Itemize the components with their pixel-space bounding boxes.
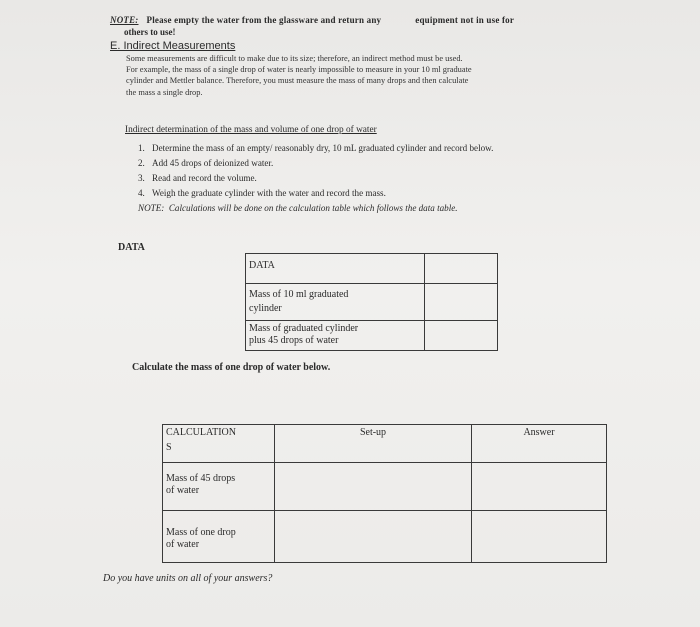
calculation-table — [162, 424, 607, 563]
calc-setup-cell[interactable] — [275, 463, 472, 511]
section-title: E. Indirect Measurements — [110, 40, 236, 52]
data-value-cell[interactable] — [425, 254, 498, 284]
data-row-label: Mass of graduated cylinder plus 45 drops of water — [246, 321, 425, 351]
note-text-a: Please empty the water from the glassware and return any — [146, 15, 382, 25]
calc-header-label: CALCULATION S — [163, 425, 275, 463]
top-note — [110, 15, 514, 25]
procedure-step: 4. Weigh the graduate cylinder with the water and record the mass. — [138, 188, 386, 198]
calc-row-label: Mass of one drop of water — [163, 511, 275, 563]
procedure-title: Indirect determination of the mass and volume of one drop of water — [125, 125, 377, 135]
procedure-step: 3. Read and record the volume. — [138, 173, 257, 183]
paragraph-line: Some measurements are difficult to make due to its size; therefore, an indirect method must be used. — [126, 54, 463, 63]
procedure-step: 1. Determine the mass of an empty/ reasonably dry, 10 mL graduated cylinder and record below. — [138, 143, 494, 153]
data-table — [245, 253, 498, 351]
paragraph-line: cylinder and Mettler balance. Therefore, you must measure the mass of many drops and then calculate — [126, 76, 469, 86]
table-row — [163, 463, 607, 511]
calc-answer-cell[interactable] — [472, 463, 607, 511]
data-header: DATA — [246, 254, 425, 284]
table-row — [246, 284, 498, 321]
procedure-note: NOTE: Calculations will be done on the calculation table which follows the data table. — [138, 203, 458, 213]
calc-header-answer: Answer — [472, 425, 607, 463]
paragraph-line: For example, the mass of a single drop of water is nearly impossible to measure in your 10 ml graduate — [126, 65, 472, 75]
note-text-line2: others to use! — [124, 27, 176, 37]
calc-header-setup: Set-up — [275, 425, 472, 463]
calc-setup-cell[interactable] — [275, 511, 472, 563]
paragraph-line: the mass a single drop. — [126, 87, 203, 97]
table-row — [163, 511, 607, 563]
data-value-cell[interactable] — [425, 284, 498, 321]
table-row — [246, 254, 498, 284]
data-value-cell[interactable] — [425, 321, 498, 351]
note-text-b: equipment not in use for — [415, 15, 515, 25]
footer-question: Do you have units on all of your answers? — [103, 573, 273, 584]
calc-answer-cell[interactable] — [472, 511, 607, 563]
table-row — [246, 321, 498, 351]
procedure-steps — [138, 141, 493, 216]
calc-prompt: Calculate the mass of one drop of water below. — [132, 362, 331, 373]
section-paragraph — [126, 53, 626, 98]
data-row-label: Mass of 10 ml graduated cylinder — [246, 284, 425, 321]
data-label: DATA — [118, 242, 145, 253]
note-label: NOTE: — [110, 15, 139, 25]
calc-row-label: Mass of 45 drops of water — [163, 463, 275, 511]
procedure-step: 2. Add 45 drops of deionized water. — [138, 158, 274, 168]
table-row — [163, 425, 607, 463]
